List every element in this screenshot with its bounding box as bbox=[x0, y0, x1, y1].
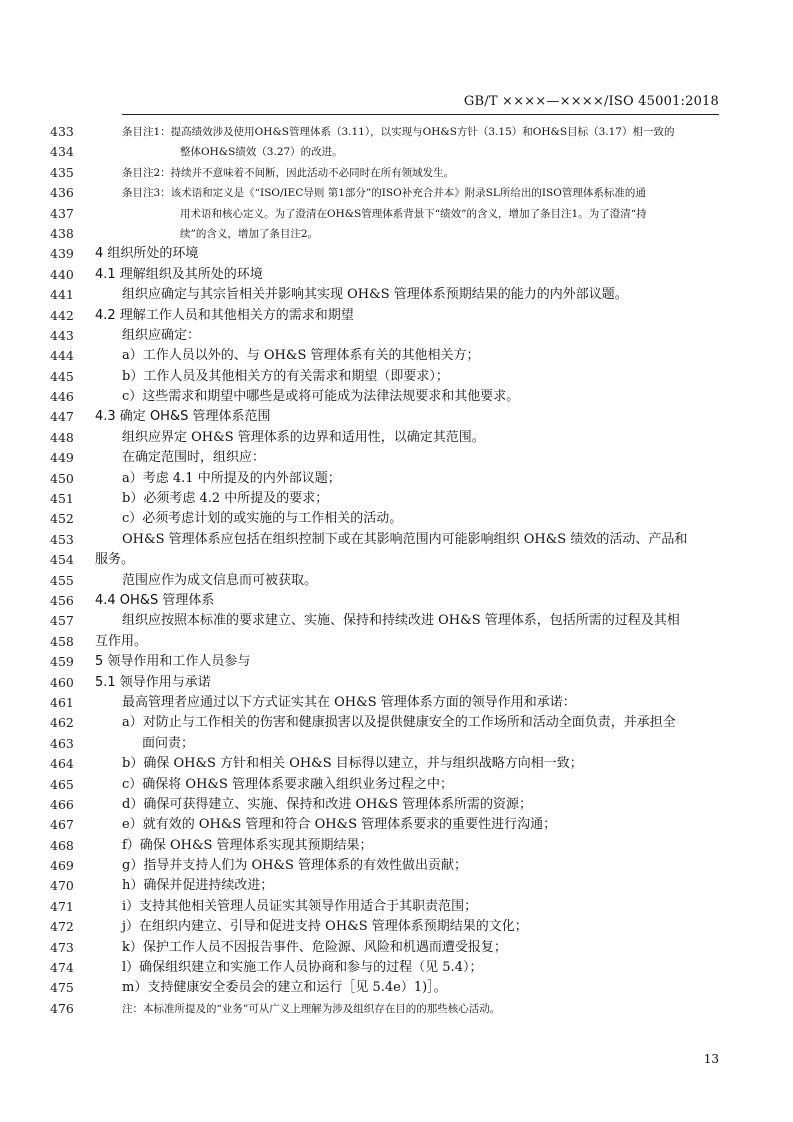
document-line bbox=[0, 183, 793, 203]
line-text: 条目注1：提高绩效涉及使用OH&S管理体系（3.11），以实现与OH&S方针（3.15）和OH&S目标（3.17）相一致的 bbox=[122, 126, 675, 138]
document-line bbox=[0, 122, 793, 142]
line-number: 453 bbox=[50, 531, 74, 547]
line-number: 472 bbox=[50, 919, 74, 935]
line-number: 451 bbox=[50, 491, 74, 507]
line-number: 465 bbox=[50, 776, 74, 792]
line-text: 互作用。 bbox=[95, 633, 148, 649]
line-text: f）确保 OH&S 管理体系实现其预期结果； bbox=[122, 837, 373, 853]
line-text: 面问责； bbox=[142, 735, 195, 751]
line-text: k）保护工作人员不因报告事件、危险源、风险和机遇而遭受报复； bbox=[122, 939, 507, 955]
line-number: 434 bbox=[50, 144, 74, 160]
line-number: 464 bbox=[50, 756, 74, 772]
document-line bbox=[0, 876, 793, 896]
line-text: d）确保可获得建立、实施、保持和改进 OH&S 管理体系所需的资源； bbox=[122, 796, 533, 812]
document-line bbox=[0, 346, 793, 366]
document-line bbox=[0, 367, 793, 387]
line-number: 456 bbox=[50, 592, 74, 608]
standard-code-header: GB/T ××××—××××/ISO 45001:2018 bbox=[463, 94, 719, 109]
line-text: 注：本标准所提及的“业务”可从广义上理解为涉及组织存在目的的那些核心活动。 bbox=[122, 1002, 501, 1015]
line-text: 组织应按照本标准的要求建立、实施、保持和持续改进 OH&S 管理体系，包括所需的过程及其相 bbox=[122, 613, 680, 629]
document-line bbox=[0, 163, 793, 183]
line-number: 469 bbox=[50, 858, 74, 874]
line-text: 4.1 理解组织及其所处的环境 bbox=[95, 266, 263, 282]
line-number: 463 bbox=[50, 735, 74, 751]
line-number: 433 bbox=[50, 124, 74, 139]
document-line bbox=[0, 999, 793, 1019]
line-text: OH&S 管理体系应包括在组织控制下或在其影响范围内可能影响组织 OH&S 绩效的活动、产品和 bbox=[122, 531, 688, 547]
line-number: 448 bbox=[50, 429, 74, 445]
line-text: 用术语和核心定义。为了澄清在OH&S管理体系背景下“绩效”的含义，增加了条目注1。为了澄清“持 bbox=[180, 207, 647, 220]
line-text: i）支持其他相关管理人员证实其领导作用适合于其职责范围； bbox=[122, 898, 478, 914]
line-number: 447 bbox=[50, 409, 74, 425]
line-text: 4.4 OH&S 管理体系 bbox=[95, 592, 215, 608]
line-number: 438 bbox=[50, 225, 74, 241]
document-line bbox=[0, 204, 793, 224]
document-line bbox=[0, 469, 793, 489]
line-number: 474 bbox=[50, 960, 74, 976]
document-line bbox=[0, 509, 793, 529]
line-number: 449 bbox=[50, 450, 74, 466]
document-line bbox=[0, 632, 793, 652]
line-text: l）确保组织建立和实施工作人员协商和参与的过程（见 5.4）； bbox=[122, 960, 483, 976]
document-line bbox=[0, 673, 793, 693]
line-text: c）这些需求和期望中哪些是或将可能成为法律法规要求和其他要求。 bbox=[122, 389, 520, 405]
line-number: 470 bbox=[50, 878, 74, 894]
document-line bbox=[0, 775, 793, 795]
document-line bbox=[0, 530, 793, 550]
line-text: b）确保 OH&S 方针和相关 OH&S 目标得以建立，并与组织战略方向相一致； bbox=[122, 756, 583, 772]
line-text: 4.3 确定 OH&S 管理体系范围 bbox=[95, 409, 271, 425]
line-number: 445 bbox=[50, 368, 74, 384]
document-body bbox=[0, 122, 793, 1019]
document-line bbox=[0, 489, 793, 509]
line-number: 468 bbox=[50, 837, 74, 853]
line-text: 范围应作为成文信息而可被获取。 bbox=[122, 572, 318, 588]
line-number: 473 bbox=[50, 939, 74, 955]
document-line bbox=[0, 754, 793, 774]
document-line bbox=[0, 448, 793, 468]
line-number: 440 bbox=[50, 266, 74, 282]
line-number: 466 bbox=[50, 796, 74, 812]
line-number: 439 bbox=[50, 246, 74, 262]
line-number: 455 bbox=[50, 572, 74, 588]
document-line bbox=[0, 306, 793, 326]
line-text: 整体OH&S绩效（3.27）的改进。 bbox=[180, 146, 343, 159]
line-number: 435 bbox=[50, 164, 74, 180]
line-text: c）必须考虑计划的或实施的与工作相关的活动。 bbox=[122, 511, 403, 527]
line-number: 467 bbox=[50, 817, 74, 833]
line-number: 476 bbox=[50, 1000, 74, 1016]
line-text: 在确定范围时，组织应： bbox=[122, 450, 266, 466]
line-number: 442 bbox=[50, 307, 74, 323]
document-line bbox=[0, 795, 793, 815]
document-line bbox=[0, 387, 793, 407]
line-text: a）工作人员以外的、与 OH&S 管理体系有关的其他相关方； bbox=[122, 348, 480, 364]
document-line bbox=[0, 938, 793, 958]
line-text: a）对防止与工作相关的伤害和健康损害以及提供健康安全的工作场所和活动全面负责，并承担全 bbox=[122, 715, 676, 731]
document-line bbox=[0, 836, 793, 856]
line-number: 471 bbox=[50, 898, 74, 914]
document-line bbox=[0, 326, 793, 346]
line-number: 457 bbox=[50, 613, 74, 629]
line-text: 最高管理者应通过以下方式证实其在 OH&S 管理体系方面的领导作用和承诺： bbox=[122, 694, 576, 710]
line-number: 446 bbox=[50, 389, 74, 405]
document-line bbox=[0, 856, 793, 876]
document-line bbox=[0, 407, 793, 427]
line-number: 458 bbox=[50, 633, 74, 649]
document-line bbox=[0, 571, 793, 591]
line-number: 459 bbox=[50, 654, 74, 670]
page-number: 13 bbox=[703, 1052, 719, 1066]
header-rule bbox=[122, 114, 719, 115]
line-number: 462 bbox=[50, 715, 74, 731]
line-text: b）必须考虑 4.2 中所提及的要求； bbox=[122, 491, 329, 507]
document-line bbox=[0, 713, 793, 733]
line-text: 续”的含义，增加了条目注2。 bbox=[180, 227, 319, 240]
document-line bbox=[0, 897, 793, 917]
line-number: 450 bbox=[50, 470, 74, 486]
line-text: j）在组织内建立、引导和促进支持 OH&S 管理体系预期结果的文化； bbox=[122, 919, 528, 935]
document-line bbox=[0, 815, 793, 835]
line-text: 5.1 领导作用与承诺 bbox=[95, 674, 211, 690]
document-line bbox=[0, 978, 793, 998]
line-number: 444 bbox=[50, 348, 74, 364]
document-line bbox=[0, 244, 793, 264]
line-text: 组织应确定： bbox=[122, 327, 201, 343]
line-text: 条目注2：持续并不意味着不间断，因此活动不必同时在所有领域发生。 bbox=[122, 166, 455, 179]
document-line bbox=[0, 224, 793, 244]
document-line bbox=[0, 550, 793, 570]
line-number: 441 bbox=[50, 287, 74, 303]
document-line bbox=[0, 652, 793, 672]
line-number: 454 bbox=[50, 552, 74, 568]
document-line bbox=[0, 734, 793, 754]
line-text: c）确保将 OH&S 管理体系要求融入组织业务过程之中； bbox=[122, 776, 454, 792]
line-number: 452 bbox=[50, 511, 74, 527]
line-text: 4.2 理解工作人员和其他相关方的需求和期望 bbox=[95, 307, 354, 323]
line-text: m）支持健康安全委员会的建立和运行［见 5.4e）1)］。 bbox=[122, 980, 447, 996]
line-text: b）工作人员及其他相关方的有关需求和期望（即要求）； bbox=[122, 368, 449, 384]
line-text: e）就有效的 OH&S 管理和符合 OH&S 管理体系要求的重要性进行沟通； bbox=[122, 817, 557, 833]
line-number: 461 bbox=[50, 694, 74, 710]
document-line bbox=[0, 285, 793, 305]
line-text: 条目注3：该术语和定义是《“ISO/IEC导则 第1部分”的ISO补充合并本》附录SL所给出的ISO管理体系标准的通 bbox=[122, 187, 646, 200]
document-line bbox=[0, 917, 793, 937]
line-number: 460 bbox=[50, 674, 74, 690]
line-text: 服务。 bbox=[95, 552, 135, 568]
line-text: 组织应界定 OH&S 管理体系的边界和适用性，以确定其范围。 bbox=[122, 429, 485, 445]
line-number: 443 bbox=[50, 327, 74, 343]
line-text: a）考虑 4.1 中所提及的内外部议题； bbox=[122, 470, 341, 486]
document-line bbox=[0, 265, 793, 285]
line-text: 组织应确定与其宗旨相关并影响其实现 OH&S 管理体系预期结果的能力的内外部议题。 bbox=[122, 287, 628, 303]
line-text: 5 领导作用和工作人员参与 bbox=[95, 654, 251, 670]
line-number: 437 bbox=[50, 205, 74, 221]
document-line bbox=[0, 428, 793, 448]
document-line bbox=[0, 611, 793, 631]
document-line bbox=[0, 693, 793, 713]
line-text: h）确保并促进持续改进； bbox=[122, 878, 274, 894]
line-number: 436 bbox=[50, 185, 74, 201]
line-text: 4 组织所处的环境 bbox=[95, 246, 199, 262]
document-line bbox=[0, 591, 793, 611]
line-text: g）指导并支持人们为 OH&S 管理体系的有效性做出贡献； bbox=[122, 858, 468, 874]
line-number: 475 bbox=[50, 980, 74, 996]
document-line bbox=[0, 142, 793, 162]
document-line bbox=[0, 958, 793, 978]
